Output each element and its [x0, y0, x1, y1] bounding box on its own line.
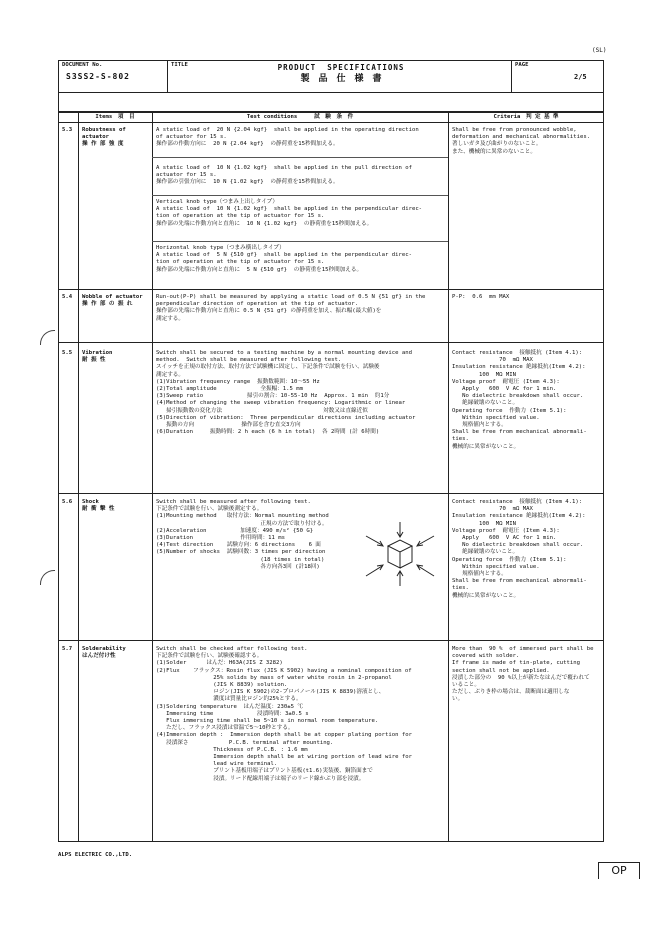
row-number: 5.4 [62, 294, 73, 300]
criteria-text: Contact resistance 接触抵抗 (Item 4.1): 70 mΩ MAX Insulation resistance 絶縁抵抗(Item 4.2): 100 MΩ MIN Voltage proof 耐電圧 (Item 4.3): Apply 600 V AC for 1 min. No dielectric breakdown shall occur. 絶縁破壊のないこと。 Operating force 作動力 (Item 5.1): Within specified value. 規格値内とする。 Shall be free from mechanical abnormali- ties. 機械的に異常がないこと。 [452, 350, 587, 450]
condition-text: Switch shall be secured to a testing machine by a normal mounting device and method. Switch shall be measured after following test. スイッチを正規の取付方法、取付方法で試験機に固定し、下記条件で試験を行い、試験後 測定する。 (1)Vibration frequency range 振動数範囲：10～55 Hz (2)Total amplitude 全振幅：1.5 mm (3)Sweep ratio 掃引の割合：10-55-10 Hz Approx. 1 min 約1分 (4)Method of changing the sweep vibration frequency: Logarithmic or linear 掃引振動数の変化方法 対数又は直線近似 (5)Direction of vibration: Three perpendicular directions including actuator 振動の方向 操作部を含む直交3方向 (6)Duration 振動時間：2 h each (6 h in total) 各 2時間 (計 6時間) [156, 350, 416, 436]
col-header-items: Items 項 目 [95, 114, 135, 120]
corner-stamp: OP [598, 862, 640, 879]
condition-text: Switch shall be measured after following test. 下記条件で試験を行い、試験後測定する。 (1)Mounting method 取付方法：Normal mounting method 正規の方法で取り付ける。 (2)Acceleration 加速度：490 m/s² {50 G} (3)Duration 作用時間：11 ms (4)Test direction 試験方向：6 directions 6 面 (5)Number of shocks 試験回数：3 times per direction (18 times in total) 各方向各3回 (計18回) [156, 499, 329, 570]
shock-direction-diagram [360, 518, 440, 590]
row-number: 5.3 [62, 127, 73, 133]
row-number: 5.7 [62, 646, 73, 652]
row-item: Vibration 耐 振 性 [82, 350, 113, 364]
doc-title-en: PRODUCT SPECIFICATIONS [277, 63, 405, 72]
col-header-criteria: Criteria 判 定 基 準 [493, 114, 559, 120]
row-number: 5.5 [62, 350, 73, 356]
page-number: 2/5 [574, 73, 587, 81]
criteria-text: P-P: 0.6 mm MAX [452, 294, 510, 300]
footer-company: ALPS ELECTRIC CO.,LTD. [58, 852, 133, 858]
binding-mark [40, 570, 55, 585]
criteria-text: Contact resistance 接触抵抗 (Item 4.1): 70 mΩ MAX Insulation resistance 絶縁抵抗(Item 4.2): 100 MΩ MIN Voltage proof 耐電圧 (Item 4.3): Apply 600 V AC for 1 min. No dielectric breakdown shall occur. 絶縁破壊のないこと。 Operating force 作動力 (Item 5.1): Within specified value. 規格値内とする。 Shall be free from mechanical abnormali- ties. 機械的に異常がないこと。 [452, 499, 587, 599]
row-item: Robustness of actuator 操 作 部 強 度 [82, 127, 126, 148]
condition-block: A static load of 20 N {2.04 kgf} shall be applied in the operating direction of actuator for 15 s. 操作部の作動方向に 20 N {2.04 kgf} の静荷重を15秒間加える。 [156, 127, 419, 148]
page-label: PAGE [515, 62, 529, 68]
doc-title-jp: 製 品 仕 様 書 [300, 74, 382, 84]
corner-mark: (SL) [592, 47, 607, 54]
condition-text: Run-out(P-P) shall be measured by applying a static load of 0.5 N {51 gf} in the perpendicular direction of operation at the tip of actuator. 操作部の先端に作動方向と直角に 0.5 N {51 gf} の静荷重を加え、振れ幅(最大値)を 測定する。 [156, 294, 426, 322]
col-header-conditions: Test conditions 試 験 条 件 [246, 114, 354, 120]
row-item: Shock 耐 衝 撃 性 [82, 499, 115, 513]
condition-block: A static load of 10 N {1.02 kgf} shall be applied in the pull direction of actuator for 15 s. 操作部の引張方向に 10 N {1.02 kgf} の静荷重を15秒間加える。 [156, 165, 412, 186]
row-item: Solderability はんだ付け性 [82, 646, 126, 660]
criteria-text: Shall be free from pronounced wobble, deformation and mechanical abnormalities. 著しいガタ及び曲がりのないこと。 また、機械的に異常のないこと。 [452, 127, 591, 155]
title-label: TITLE [171, 62, 188, 68]
row-item: Wobble of actuator 操 作 部 の 振 れ [82, 294, 143, 308]
row-number: 5.6 [62, 499, 73, 505]
doc-no-label: DOCUMENT No. [62, 62, 103, 68]
binding-mark [40, 330, 55, 345]
doc-number: S3SS2-S-802 [66, 72, 130, 81]
criteria-text: More than 90 % of immersed part shall be covered with solder. If frame is made of tin-plate, cutting section shall not be applied. 浸漬した部分の 90 %以上が新たなはんだで覆われて いること。 ただし、ぶりき枠の場合は、裁断面は適用しな い。 [452, 646, 594, 703]
condition-block: Horizontal knob type（つまみ横出しタイプ） A static load of 5 N {510 gf} shall be applied in the perpendicular direc- tion of operation at the tip of actuator for 15 s. 操作部の先端に作動方向と直角に 5 N {510 gf} の静荷重を15秒間加える。 [156, 245, 412, 273]
condition-block: Vertical knob type（つまみ上出しタイプ） A static load of 10 N {1.02 kgf} shall be applied in the perpendicular direc- tion of operation at the tip of actuator for 15 s. 操作部の先端に作動方向と直角に 10 N {1.02 kgf} の静荷重を15秒間加える。 [156, 199, 423, 227]
condition-text: Switch shall be checked after following test. 下記条件で試験を行い、試験後確認する。 (1)Solder はんだ：H63A(JIS Z 3282) (2)Flux フラックス：Rosin flux (JIS K 5902) having a nominal composition of 25% solids by mass of water white rosin in 2-propanol (JIS K 8839) solution. ロジン(JIS K 5902)の2-プロパノール(JIS K 8839)溶液とし、 濃度は質量比ロジン約25%とする。 (3)Soldering temperature はんだ温度：230±5 ℃ Immersing time 浸漬時間：3±0.5 s Flux immersing time shall be 5~10 s in normal room temperature. ただし、フラックス浸漬は常温で5～10秒とする。 (4)Immersion depth : Immersion depth shall be at copper plating portion for 浸漬深さ P.C.B. terminal after mounting. Thickness of P.C.B. : 1.6 mm Immersion depth shall be at wiring portion of lead wire for lead wire terminal. プリント基板用端子はプリント基板(t1.6)実装後、銅箔面まで 浸漬。リード配線用端子は端子のリード線かぶり部を浸漬。 [156, 646, 412, 782]
